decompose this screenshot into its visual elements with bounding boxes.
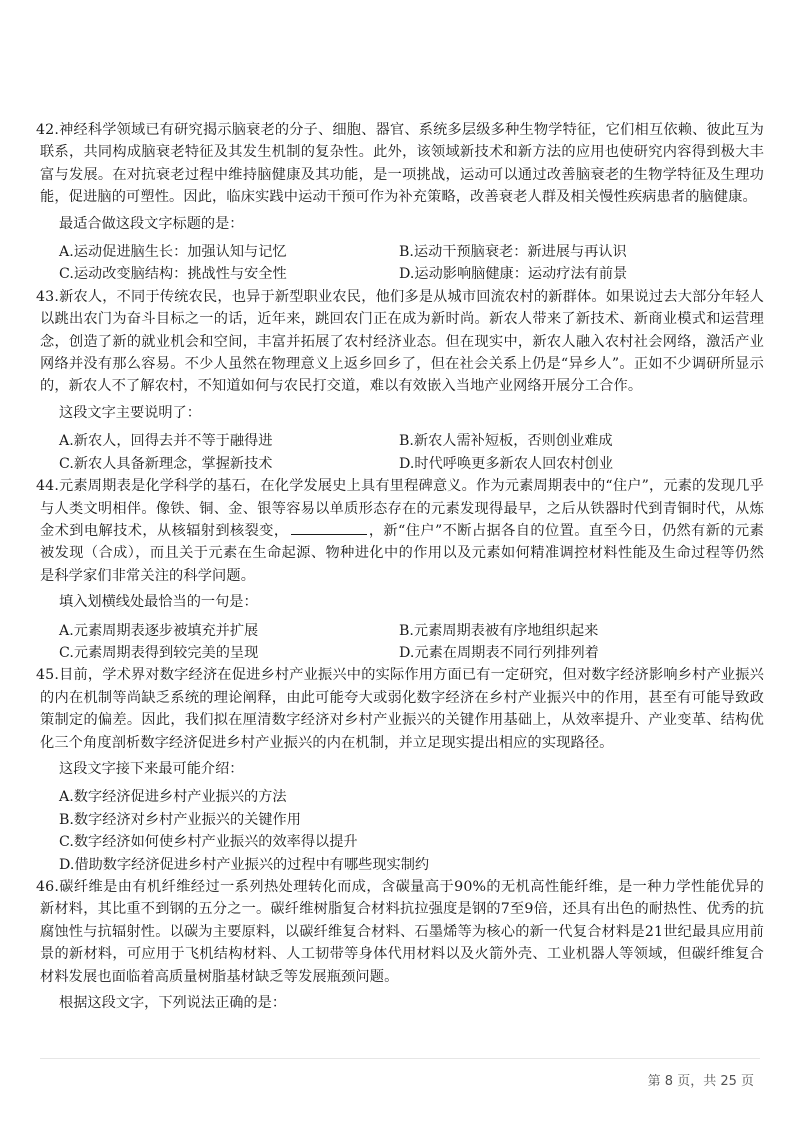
option-a: A.元素周期表逐步被填充并扩展: [59, 622, 259, 639]
question-number: 46.: [36, 879, 60, 895]
option-d: D.借助数字经济促进乡村产业振兴的过程中有哪些现实制约: [59, 856, 430, 873]
option-a: A.数字经济促进乡村产业振兴的方法: [59, 789, 287, 806]
option-b: B.元素周期表被有序地组织起来: [399, 622, 599, 639]
question-text: 碳纤维是由有机纤维经过一系列热处理转化而成，含碳量高于90%的无机高性能纤维，是一种力学性能优异的新材料，其比重不到钢的五分之一。碳纤维树脂复合材料抗拉强度是钢的7至9倍，还具有出色的耐热性、优秀的抗腐蚀性与抗辐射性。以碳为主要原料，以碳纤维复合材料、石墨烯等为核心的新一代复合材料是21世纪最具应用前景的新材料，可应用于飞机结构材料、人工韧带等身体代用材料以及火箭外壳、工业机器人等领域，但碳纤维复合材料发展也面临着高质量树脂基材缺乏等发展瓶颈问题。: [40, 879, 764, 985]
question-45-paragraph: [36, 664, 764, 754]
question-44-prompt: 填入划横线处最恰当的一句是：: [59, 594, 258, 611]
question-45: [36, 664, 764, 876]
question-43-options: [59, 430, 764, 475]
option-c: C.元素周期表得到较完美的呈现: [59, 644, 259, 661]
option-c: C.运动改变脑结构：挑战性与安全性: [59, 266, 287, 283]
question-list: [36, 119, 764, 1020]
question-number: 44.: [36, 478, 60, 495]
question-44-options: [59, 620, 764, 665]
question-text: 神经科学领域已有研究揭示脑衰老的分子、细胞、器官、系统多层级多种生物学特征，它们相互依赖、彼此互为联系，共同构成脑衰老特征及其发生机制的复杂性。此外，该领域新技术和新方法的应用也使研究内容得到极大丰富与发展。在对抗衰老过程中维持脑健康及其功能，是一项挑战，运动可以通过改善脑衰老的生物学特征及生理功能，促进脑的可塑性。因此，临床实践中运动干预可作为补充策略，改善衰老人群及相关慢性疾病患者的脑健康。: [40, 122, 764, 206]
option-b: B.新农人需补短板，否则创业难成: [399, 433, 613, 450]
question-42-paragraph: [36, 119, 764, 209]
question-43-prompt: 这段文字主要说明了：: [59, 404, 201, 421]
option-b: B.数字经济对乡村产业振兴的关键作用: [59, 811, 301, 828]
question-43: [36, 286, 764, 475]
question-number: 45.: [36, 667, 60, 684]
fill-in-blank: [291, 520, 367, 535]
option-d: D.时代呼唤更多新农人回农村创业: [399, 455, 614, 472]
option-c: C.新农人具备新理念，掌握新技术: [59, 455, 273, 472]
question-number: 43.: [36, 288, 60, 305]
question-43-paragraph: [36, 286, 764, 398]
question-44-paragraph: [36, 475, 764, 587]
question-44: [36, 475, 764, 664]
question-45-prompt: 这段文字接下来最可能介绍：: [59, 760, 244, 777]
question-45-options: [59, 786, 764, 876]
question-text: 目前，学术界对数字经济在促进乡村产业振兴中的实际作用方面已有一定研究，但对数字经济影响乡村产业振兴的内在机制等尚缺乏系统的理论阐释，由此可能夸大或弱化数字经济在乡村产业振兴中的作用，甚至有可能导致政策制定的偏差。因此，我们拟在厘清数字经济对乡村产业振兴的关键作用基础上，从效率提升、产业变革、结构优化三个角度剖析数字经济促进乡村产业振兴的内在机制，并立足现实提出相应的实现路径。: [40, 667, 764, 751]
question-text-after-blank: ，新“住户”不断占据各自的位置。直至今日，仍然有新的元素被发现（合成），而且关于元素在生命起源、物种进化中的作用以及元素如何精准调控材料性能及生命过程等仍然是科学家们非常关注的科学问题。: [40, 522, 764, 584]
question-number: 42.: [36, 122, 60, 138]
question-42-prompt: 最适合做这段文字标题的是：: [59, 215, 244, 232]
page-number: 第 8 页，共 25 页: [647, 1074, 754, 1089]
question-46: [36, 876, 764, 1014]
option-c: C.数字经济如何使乡村产业振兴的效率得以提升: [59, 834, 358, 851]
option-b: B.运动干预脑衰老：新进展与再认识: [399, 244, 627, 261]
option-d: D.元素在周期表不同行列排列着: [399, 644, 599, 661]
question-46-prompt: 根据这段文字，下列说法正确的是：: [59, 995, 287, 1012]
question-text-before-blank: 元素周期表是化学科学的基石，在化学发展史上具有里程碑意义。作为元素周期表中的“住户”，元素的发现几乎与人类文明相伴。像铁、铜、金、银等容易以单质形态存在的元素发现得最早，之后从铁器时代到青铜时代，从炼金术到电解技术，从核辐射到核裂变，: [40, 478, 764, 539]
question-text: 新农人，不同于传统农民，也异于新型职业农民，他们多是从城市回流农村的新群体。如果说过去大部分年轻人以跳出农门为奋斗目标之一的话，近年来，跳回农门正在成为新时尚。新农人带来了新技术、新商业模式和运营理念，创造了新的就业机会和空间，丰富并拓展了农村经济业态。但在现实中，新农人融入农村社会网络，激活产业网络并没有那么容易。不少人虽然在物理意义上返乡回乡了，但在社会关系上仍是“异乡人”。正如不少调研所显示的，新农人不了解农村，不知道如何与农民打交道，难以有效嵌入当地产业网络开展分工合作。: [40, 288, 764, 395]
option-a: A.新农人，回得去并不等于融得进: [59, 433, 273, 450]
footer-divider: [40, 1058, 760, 1059]
question-42: [36, 119, 764, 286]
question-42-options: [59, 241, 764, 286]
option-a: A.运动促进脑生长：加强认知与记忆: [59, 244, 287, 261]
option-d: D.运动影响脑健康：运动疗法有前景: [399, 266, 628, 283]
question-46-paragraph: [36, 876, 764, 988]
